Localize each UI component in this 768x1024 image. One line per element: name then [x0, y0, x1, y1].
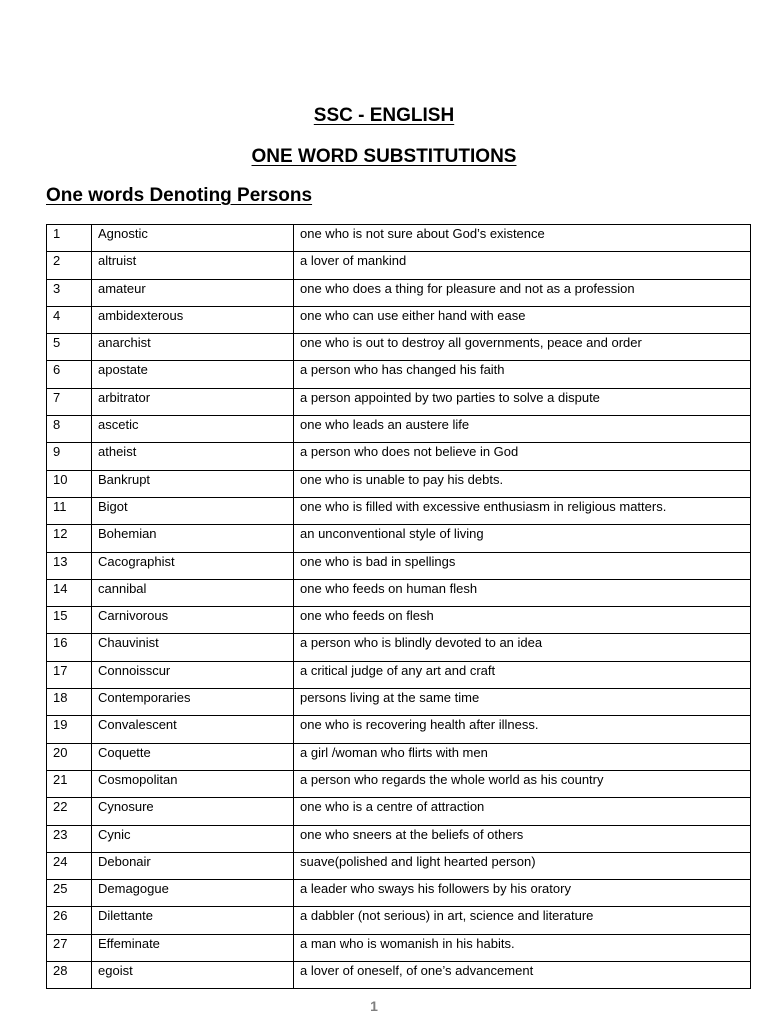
row-number: 4	[47, 306, 92, 333]
row-definition: one who is filled with excessive enthusiasm in religious matters.	[294, 497, 751, 524]
row-definition: a person who does not believe in God	[294, 443, 751, 470]
table-row	[47, 443, 751, 470]
row-word: Convalescent	[92, 716, 294, 743]
row-definition: one who sneers at the beliefs of others	[294, 825, 751, 852]
row-definition: a person appointed by two parties to solve a dispute	[294, 388, 751, 415]
row-definition: one who does a thing for pleasure and not as a profession	[294, 279, 751, 306]
row-definition: a person who has changed his faith	[294, 361, 751, 388]
one-word-table-body	[47, 225, 751, 989]
row-word: Cosmopolitan	[92, 770, 294, 797]
row-word: Coquette	[92, 743, 294, 770]
document-title	[0, 104, 768, 128]
row-definition: a man who is womanish in his habits.	[294, 934, 751, 961]
table-row	[47, 416, 751, 443]
row-number: 27	[47, 934, 92, 961]
table-row	[47, 798, 751, 825]
row-number: 3	[47, 279, 92, 306]
row-number: 13	[47, 552, 92, 579]
row-word: Chauvinist	[92, 634, 294, 661]
row-number: 18	[47, 689, 92, 716]
row-number: 7	[47, 388, 92, 415]
row-word: Bigot	[92, 497, 294, 524]
row-definition: one who is recovering health after illness.	[294, 716, 751, 743]
row-number: 15	[47, 607, 92, 634]
row-word: anarchist	[92, 334, 294, 361]
row-word: Cynosure	[92, 798, 294, 825]
row-word: egoist	[92, 962, 294, 989]
row-definition: one who can use either hand with ease	[294, 306, 751, 333]
table-row	[47, 634, 751, 661]
row-definition: a lover of mankind	[294, 252, 751, 279]
one-word-table	[46, 224, 751, 989]
row-word: Effeminate	[92, 934, 294, 961]
row-number: 20	[47, 743, 92, 770]
table-row	[47, 525, 751, 552]
row-definition: an unconventional style of living	[294, 525, 751, 552]
row-word: arbitrator	[92, 388, 294, 415]
row-word: altruist	[92, 252, 294, 279]
table-row	[47, 661, 751, 688]
table-row	[47, 225, 751, 252]
row-word: Carnivorous	[92, 607, 294, 634]
table-row	[47, 689, 751, 716]
row-number: 28	[47, 962, 92, 989]
row-definition: one who is unable to pay his debts.	[294, 470, 751, 497]
row-definition: a girl /woman who flirts with men	[294, 743, 751, 770]
document-title-text: SSC - ENGLISH	[313, 105, 455, 126]
row-definition: a dabbler (not serious) in art, science and literature	[294, 907, 751, 934]
table-row	[47, 607, 751, 634]
table-row	[47, 825, 751, 852]
table-row	[47, 361, 751, 388]
row-number: 9	[47, 443, 92, 470]
row-number: 2	[47, 252, 92, 279]
row-definition: a leader who sways his followers by his oratory	[294, 880, 751, 907]
table-row	[47, 306, 751, 333]
row-number: 5	[47, 334, 92, 361]
page-number: 1	[370, 998, 378, 1014]
table-row	[47, 934, 751, 961]
row-word: Cynic	[92, 825, 294, 852]
row-word: cannibal	[92, 579, 294, 606]
table-row	[47, 579, 751, 606]
row-word: Contemporaries	[92, 689, 294, 716]
table-row	[47, 552, 751, 579]
row-word: amateur	[92, 279, 294, 306]
row-definition: one who is out to destroy all governments, peace and order	[294, 334, 751, 361]
row-number: 19	[47, 716, 92, 743]
table-row	[47, 252, 751, 279]
table-row	[47, 497, 751, 524]
row-definition: a lover of oneself, of one’s advancement	[294, 962, 751, 989]
table-row	[47, 770, 751, 797]
document-subtitle-text: ONE WORD SUBSTITUTIONS	[251, 146, 517, 167]
row-definition: one who feeds on flesh	[294, 607, 751, 634]
row-word: Demagogue	[92, 880, 294, 907]
table-row	[47, 279, 751, 306]
row-word: atheist	[92, 443, 294, 470]
table-row	[47, 716, 751, 743]
table-row	[47, 852, 751, 879]
row-definition: one who is not sure about God’s existence	[294, 225, 751, 252]
table-row	[47, 388, 751, 415]
row-number: 26	[47, 907, 92, 934]
row-word: ambidexterous	[92, 306, 294, 333]
table-row	[47, 743, 751, 770]
row-definition: a critical judge of any art and craft	[294, 661, 751, 688]
row-number: 22	[47, 798, 92, 825]
row-word: ascetic	[92, 416, 294, 443]
row-number: 25	[47, 880, 92, 907]
row-word: Dilettante	[92, 907, 294, 934]
row-definition: one who is a centre of attraction	[294, 798, 751, 825]
row-word: Cacographist	[92, 552, 294, 579]
row-number: 17	[47, 661, 92, 688]
table-row	[47, 880, 751, 907]
row-definition: one who is bad in spellings	[294, 552, 751, 579]
row-definition: persons living at the same time	[294, 689, 751, 716]
row-number: 14	[47, 579, 92, 606]
row-number: 6	[47, 361, 92, 388]
row-definition: suave(polished and light hearted person)	[294, 852, 751, 879]
row-number: 1	[47, 225, 92, 252]
document-subtitle	[0, 145, 768, 169]
row-definition: a person who is blindly devoted to an idea	[294, 634, 751, 661]
row-number: 23	[47, 825, 92, 852]
row-number: 11	[47, 497, 92, 524]
row-word: Agnostic	[92, 225, 294, 252]
row-word: Connoisscur	[92, 661, 294, 688]
row-word: apostate	[92, 361, 294, 388]
row-word: Bohemian	[92, 525, 294, 552]
table-row	[47, 470, 751, 497]
row-definition: one who feeds on human flesh	[294, 579, 751, 606]
table-row	[47, 907, 751, 934]
table-row	[47, 334, 751, 361]
section-heading-text: One words Denoting Persons	[46, 185, 313, 206]
row-word: Debonair	[92, 852, 294, 879]
row-number: 8	[47, 416, 92, 443]
row-word: Bankrupt	[92, 470, 294, 497]
row-number: 16	[47, 634, 92, 661]
row-number: 24	[47, 852, 92, 879]
row-number: 12	[47, 525, 92, 552]
section-heading	[46, 184, 312, 208]
row-number: 21	[47, 770, 92, 797]
row-number: 10	[47, 470, 92, 497]
row-definition: one who leads an austere life	[294, 416, 751, 443]
table-row	[47, 962, 751, 989]
row-definition: a person who regards the whole world as his country	[294, 770, 751, 797]
